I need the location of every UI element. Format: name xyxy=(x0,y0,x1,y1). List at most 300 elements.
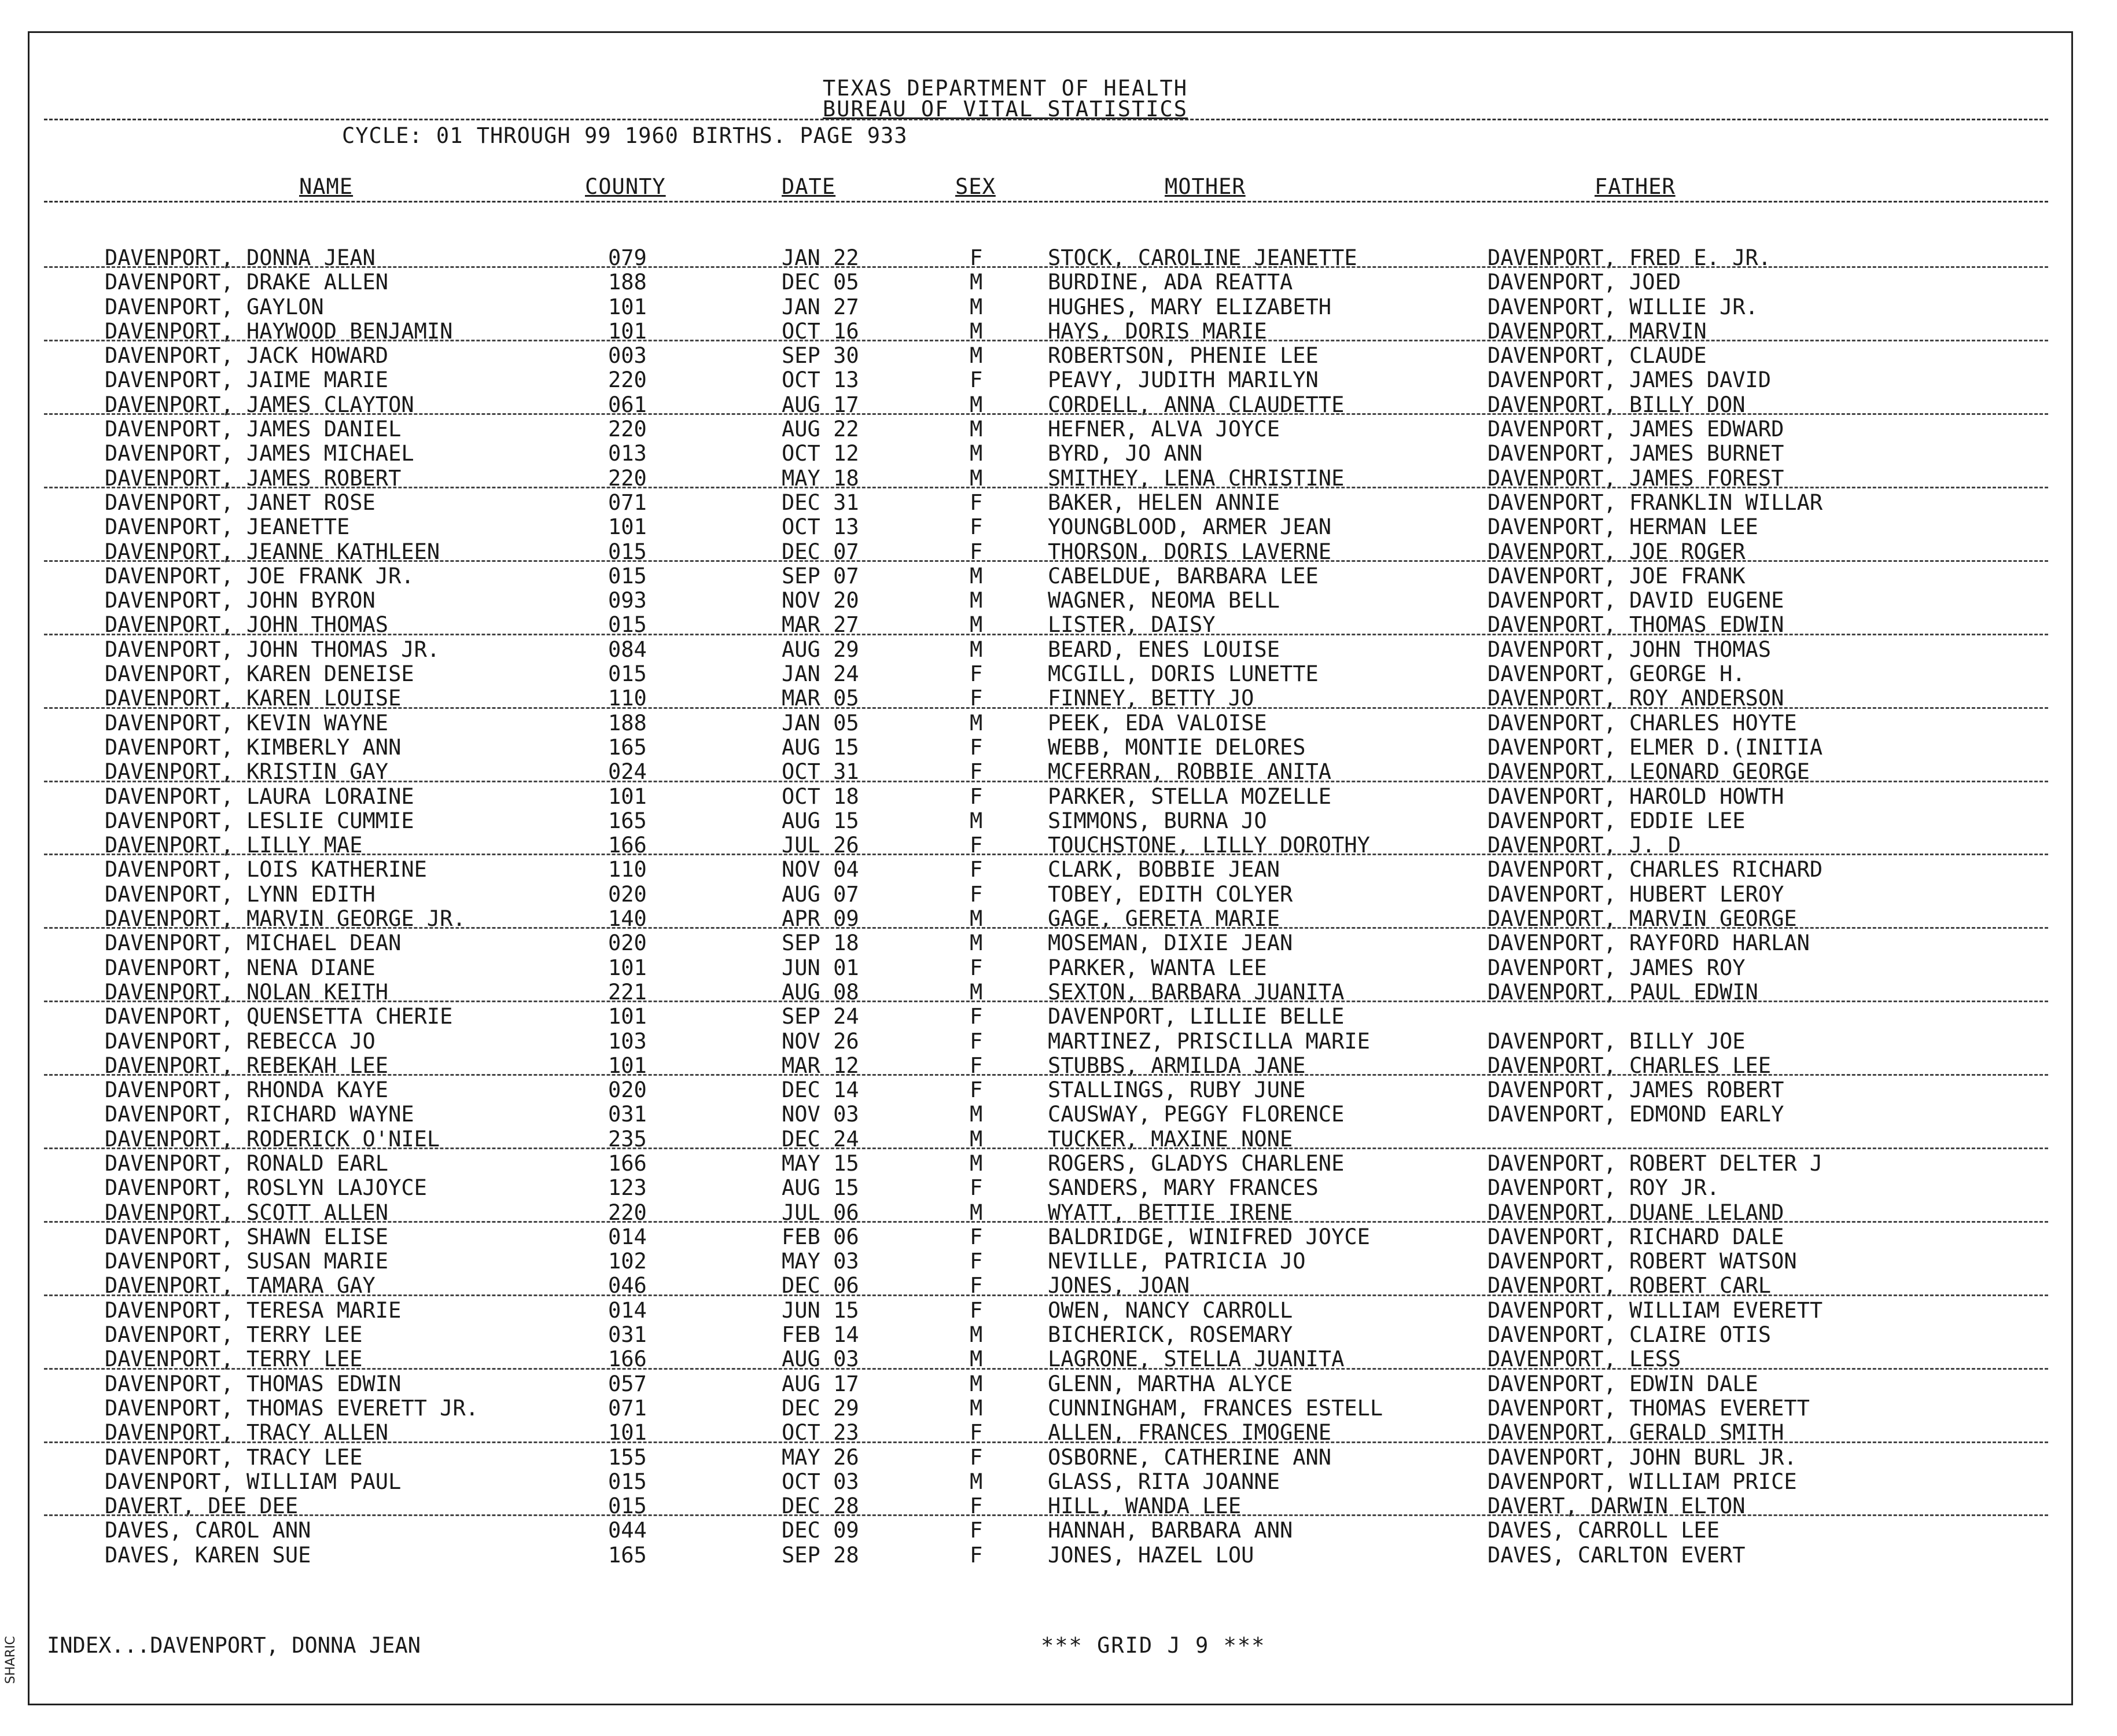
cell-name: DAVENPORT, LESLIE CUMMIE xyxy=(105,808,414,833)
cell-name: DAVENPORT, TRACY LEE xyxy=(105,1444,363,1470)
cell-sex: M xyxy=(970,1395,983,1421)
cell-county: 014 xyxy=(608,1297,647,1323)
cell-sex: M xyxy=(970,979,983,1005)
cell-name: DAVENPORT, JAMES DANIEL xyxy=(105,417,402,442)
cell-county: 155 xyxy=(608,1444,647,1470)
cell-father: DAVENPORT, FRED E. JR. xyxy=(1488,245,1772,270)
cell-sex: F xyxy=(970,759,983,785)
cell-sex: F xyxy=(970,1028,983,1054)
cell-county: 020 xyxy=(608,881,647,907)
table-row xyxy=(30,368,2071,392)
cell-sex: F xyxy=(970,367,983,393)
cell-county: 110 xyxy=(608,857,647,882)
cell-name: DAVENPORT, LYNN EDITH xyxy=(105,881,375,907)
cell-name: DAVENPORT, JOHN BYRON xyxy=(105,588,375,613)
cell-date: JAN 24 xyxy=(782,661,859,687)
cell-county: 165 xyxy=(608,734,647,760)
table-row xyxy=(30,1396,2071,1421)
cell-date: SEP 07 xyxy=(782,563,859,589)
cell-name: DAVENPORT, REBEKAH LEE xyxy=(105,1053,389,1078)
cell-county: 101 xyxy=(608,955,647,980)
table-row xyxy=(30,833,2071,858)
cell-name: DAVENPORT, JEANETTE xyxy=(105,514,350,540)
cell-county: 123 xyxy=(608,1175,647,1201)
cell-county: 015 xyxy=(608,539,647,564)
cell-county: 103 xyxy=(608,1028,647,1054)
cell-name: DAVERT, DEE DEE xyxy=(105,1494,299,1519)
cell-father: DAVENPORT, MARVIN GEORGE xyxy=(1488,906,1797,932)
table-row xyxy=(30,931,2071,955)
cell-father: DAVENPORT, ELMER D.(INITIA xyxy=(1488,734,1823,760)
cell-name: DAVENPORT, JAMES CLAYTON xyxy=(105,392,414,417)
cell-sex: M xyxy=(970,906,983,932)
table-row xyxy=(30,589,2071,613)
cell-sex: M xyxy=(970,1347,983,1372)
cycle-line: CYCLE: 01 THROUGH 99 1960 BIRTHS. PAGE 933 xyxy=(342,123,908,148)
cell-sex: M xyxy=(970,930,983,956)
cell-date: JUN 01 xyxy=(782,955,859,980)
table-row xyxy=(30,344,2071,368)
table-row xyxy=(30,270,2071,295)
cell-date: OCT 13 xyxy=(782,367,859,393)
cell-name: DAVENPORT, QUENSETTA CHERIE xyxy=(105,1004,453,1029)
cell-mother: STOCK, CAROLINE JEANETTE xyxy=(1048,245,1357,270)
cell-mother: NEVILLE, PATRICIA JO xyxy=(1048,1249,1306,1274)
cell-mother: GLASS, RITA JOANNE xyxy=(1048,1469,1280,1494)
cell-sex: M xyxy=(970,270,983,295)
column-header-mother: MOTHER xyxy=(1165,174,1246,199)
cell-county: 220 xyxy=(608,1200,647,1225)
cell-county: 166 xyxy=(608,833,647,858)
cell-name: DAVENPORT, JANET ROSE xyxy=(105,490,375,515)
cell-sex: F xyxy=(970,514,983,540)
cell-father: DAVENPORT, WILLIAM PRICE xyxy=(1488,1469,1797,1494)
cell-sex: F xyxy=(970,857,983,882)
cell-name: DAVENPORT, THOMAS EVERETT JR. xyxy=(105,1395,479,1421)
cell-date: DEC 14 xyxy=(782,1077,859,1103)
cell-date: AUG 22 xyxy=(782,417,859,442)
header-divider xyxy=(44,119,2048,120)
cell-county: 057 xyxy=(608,1371,647,1396)
cell-mother: ROBERTSON, PHENIE LEE xyxy=(1048,343,1319,369)
cell-sex: F xyxy=(970,490,983,515)
cell-father: DAVENPORT, THOMAS EVERETT xyxy=(1488,1395,1810,1421)
cell-date: JUL 26 xyxy=(782,833,859,858)
cell-county: 220 xyxy=(608,417,647,442)
cell-father: DAVENPORT, HAROLD HOWTH xyxy=(1488,784,1784,809)
cell-father: DAVENPORT, ROY JR. xyxy=(1488,1175,1720,1201)
cell-name: DAVENPORT, DONNA JEAN xyxy=(105,245,375,270)
cell-mother: HUGHES, MARY ELIZABETH xyxy=(1048,294,1332,319)
cell-name: DAVENPORT, JEANNE KATHLEEN xyxy=(105,539,440,564)
table-row xyxy=(30,785,2071,809)
table-row xyxy=(30,295,2071,319)
cell-county: 079 xyxy=(608,245,647,270)
cell-sex: M xyxy=(970,1322,983,1348)
cell-date: OCT 03 xyxy=(782,1469,859,1494)
cell-mother: GAGE, GERETA MARIE xyxy=(1048,906,1280,932)
cell-county: 046 xyxy=(608,1273,647,1299)
cell-name: DAVENPORT, JAIME MARIE xyxy=(105,367,389,393)
cell-date: AUG 15 xyxy=(782,1175,859,1201)
cell-father: DAVENPORT, JAMES ROBERT xyxy=(1488,1077,1784,1103)
cell-name: DAVENPORT, GAYLON xyxy=(105,294,324,319)
table-row xyxy=(30,319,2071,344)
table-row xyxy=(30,564,2071,589)
cell-mother: LAGRONE, STELLA JUANITA xyxy=(1048,1347,1345,1372)
cell-sex: M xyxy=(970,637,983,662)
cell-county: 024 xyxy=(608,759,647,785)
table-row xyxy=(30,1372,2071,1396)
cell-father: DAVENPORT, BILLY JOE xyxy=(1488,1028,1746,1054)
cell-father: DAVENPORT, THOMAS EDWIN xyxy=(1488,612,1784,638)
cell-name: DAVENPORT, SCOTT ALLEN xyxy=(105,1200,389,1225)
cell-county: 188 xyxy=(608,270,647,295)
cell-mother: JONES, HAZEL LOU xyxy=(1048,1542,1254,1568)
table-row xyxy=(30,1102,2071,1127)
cell-date: NOV 03 xyxy=(782,1102,859,1127)
cell-date: NOV 20 xyxy=(782,588,859,613)
table-row xyxy=(30,638,2071,662)
cell-date: FEB 06 xyxy=(782,1224,859,1249)
column-header-name: NAME xyxy=(299,174,354,199)
cell-father: DAVENPORT, GERALD SMITH xyxy=(1488,1420,1784,1446)
cell-sex: F xyxy=(970,539,983,564)
cell-sex: M xyxy=(970,1126,983,1152)
cell-name: DAVES, CAROL ANN xyxy=(105,1518,311,1543)
table-row xyxy=(30,491,2071,515)
cell-date: DEC 28 xyxy=(782,1494,859,1519)
cell-sex: M xyxy=(970,465,983,491)
cell-mother: DAVENPORT, LILLIE BELLE xyxy=(1048,1004,1345,1029)
cell-name: DAVENPORT, WILLIAM PAUL xyxy=(105,1469,402,1494)
cell-mother: CAUSWAY, PEGGY FLORENCE xyxy=(1048,1102,1345,1127)
cell-name: DAVENPORT, RICHARD WAYNE xyxy=(105,1102,414,1127)
cell-county: 015 xyxy=(608,563,647,589)
table-row xyxy=(30,1005,2071,1029)
cell-county: 093 xyxy=(608,588,647,613)
cell-date: MAY 26 xyxy=(782,1444,859,1470)
table-row xyxy=(30,1518,2071,1543)
cell-county: 220 xyxy=(608,367,647,393)
cell-father: DAVENPORT, JAMES ROY xyxy=(1488,955,1746,980)
cell-name: DAVENPORT, MICHAEL DEAN xyxy=(105,930,402,956)
table-row xyxy=(30,1029,2071,1054)
cell-mother: BALDRIDGE, WINIFRED JOYCE xyxy=(1048,1224,1370,1249)
cell-sex: F xyxy=(970,1077,983,1103)
table-row xyxy=(30,809,2071,833)
cell-father: DAVENPORT, JOE FRANK xyxy=(1488,563,1746,589)
cell-father: DAVENPORT, J. D xyxy=(1488,833,1681,858)
cell-sex: F xyxy=(970,784,983,809)
cell-mother: SEXTON, BARBARA JUANITA xyxy=(1048,979,1345,1005)
cell-mother: BEARD, ENES LOUISE xyxy=(1048,637,1280,662)
cell-name: DAVENPORT, MARVIN GEORGE JR. xyxy=(105,906,466,932)
cell-father: DAVENPORT, LEONARD GEORGE xyxy=(1488,759,1810,785)
cell-name: DAVENPORT, TERESA MARIE xyxy=(105,1297,402,1323)
cell-name: DAVENPORT, JOHN THOMAS xyxy=(105,612,389,638)
cell-county: 110 xyxy=(608,686,647,711)
cell-sex: F xyxy=(970,1249,983,1274)
cell-date: MAY 18 xyxy=(782,465,859,491)
cell-mother: SANDERS, MARY FRANCES xyxy=(1048,1175,1319,1201)
table-row xyxy=(30,711,2071,735)
table-row xyxy=(30,1225,2071,1249)
table-row xyxy=(30,1470,2071,1494)
cell-county: 015 xyxy=(608,612,647,638)
cell-name: DAVENPORT, LOIS KATHERINE xyxy=(105,857,427,882)
cell-name: DAVENPORT, JOE FRANK JR. xyxy=(105,563,414,589)
cell-father: DAVENPORT, PAUL EDWIN xyxy=(1488,979,1758,1005)
cell-date: DEC 24 xyxy=(782,1126,859,1152)
cell-name: DAVENPORT, THOMAS EDWIN xyxy=(105,1371,402,1396)
cell-mother: BURDINE, ADA REATTA xyxy=(1048,270,1293,295)
cell-father: DAVENPORT, CLAUDE xyxy=(1488,343,1707,369)
cell-county: 014 xyxy=(608,1224,647,1249)
grid-label: *** GRID J 9 *** xyxy=(1041,1633,1266,1658)
column-header-sex: SEX xyxy=(955,174,996,199)
cell-father: DAVENPORT, FRANKLIN WILLAR xyxy=(1488,490,1823,515)
cell-county: 015 xyxy=(608,661,647,687)
cell-father: DAVENPORT, EDMOND EARLY xyxy=(1488,1102,1784,1127)
table-row xyxy=(30,907,2071,931)
cell-county: 101 xyxy=(608,1420,647,1446)
cell-date: APR 09 xyxy=(782,906,859,932)
side-label: SHARIC xyxy=(3,1636,18,1684)
table-row xyxy=(30,956,2071,980)
cell-date: MAR 12 xyxy=(782,1053,859,1078)
cell-date: MAY 15 xyxy=(782,1150,859,1176)
cell-date: OCT 18 xyxy=(782,784,859,809)
cell-date: SEP 18 xyxy=(782,930,859,956)
cell-date: OCT 16 xyxy=(782,318,859,344)
table-row xyxy=(30,1054,2071,1078)
cell-name: DAVENPORT, JAMES MICHAEL xyxy=(105,441,414,466)
cell-name: DAVENPORT, NENA DIANE xyxy=(105,955,375,980)
table-row xyxy=(30,1152,2071,1176)
table-row xyxy=(30,686,2071,711)
table-row xyxy=(30,1446,2071,1470)
cell-name: DAVENPORT, TAMARA GAY xyxy=(105,1273,375,1299)
cell-date: JUL 06 xyxy=(782,1200,859,1225)
cell-date: OCT 12 xyxy=(782,441,859,466)
column-header-county: COUNTY xyxy=(585,174,666,199)
cell-name: DAVENPORT, JOHN THOMAS JR. xyxy=(105,637,440,662)
cell-name: DAVENPORT, KAREN LOUISE xyxy=(105,686,402,711)
cell-mother: WAGNER, NEOMA BELL xyxy=(1048,588,1280,613)
cell-name: DAVENPORT, SUSAN MARIE xyxy=(105,1249,389,1274)
cell-father: DAVENPORT, EDDIE LEE xyxy=(1488,808,1746,833)
cell-father: DAVES, CARROLL LEE xyxy=(1488,1518,1720,1543)
cell-date: AUG 29 xyxy=(782,637,859,662)
cell-mother: PARKER, STELLA MOZELLE xyxy=(1048,784,1332,809)
cell-sex: M xyxy=(970,612,983,638)
cell-father: DAVENPORT, MARVIN xyxy=(1488,318,1707,344)
birth-records-table xyxy=(30,246,2071,1568)
cell-sex: M xyxy=(970,710,983,735)
cell-sex: M xyxy=(970,392,983,417)
cell-county: 166 xyxy=(608,1150,647,1176)
cell-county: 020 xyxy=(608,930,647,956)
cell-mother: THORSON, DORIS LAVERNE xyxy=(1048,539,1332,564)
table-row xyxy=(30,1421,2071,1445)
table-row xyxy=(30,417,2071,442)
cell-sex: F xyxy=(970,1224,983,1249)
table-row xyxy=(30,735,2071,760)
cell-name: DAVENPORT, REBECCA JO xyxy=(105,1028,375,1054)
cell-father: DAVENPORT, JAMES EDWARD xyxy=(1488,417,1784,442)
cell-mother: TOBEY, EDITH COLYER xyxy=(1048,881,1293,907)
column-header-divider xyxy=(44,201,2048,203)
cell-sex: F xyxy=(970,833,983,858)
bureau-title: BUREAU OF VITAL STATISTICS xyxy=(822,97,1188,122)
cell-date: AUG 17 xyxy=(782,1371,859,1396)
cell-name: DAVENPORT, KEVIN WAYNE xyxy=(105,710,389,735)
cell-sex: F xyxy=(970,1053,983,1078)
cell-mother: CABELDUE, BARBARA LEE xyxy=(1048,563,1319,589)
cell-mother: HEFNER, ALVA JOYCE xyxy=(1048,417,1280,442)
table-row xyxy=(30,858,2071,882)
table-row xyxy=(30,1176,2071,1200)
cell-county: 031 xyxy=(608,1102,647,1127)
cell-sex: M xyxy=(970,1102,983,1127)
cell-county: 235 xyxy=(608,1126,647,1152)
cell-county: 102 xyxy=(608,1249,647,1274)
cell-father: DAVENPORT, ROBERT CARL xyxy=(1488,1273,1772,1299)
cell-name: DAVENPORT, JAMES ROBERT xyxy=(105,465,402,491)
cell-county: 101 xyxy=(608,1004,647,1029)
cell-mother: TOUCHSTONE, LILLY DOROTHY xyxy=(1048,833,1370,858)
cell-father: DAVENPORT, WILLIE JR. xyxy=(1488,294,1758,319)
cell-date: DEC 06 xyxy=(782,1273,859,1299)
table-row xyxy=(30,662,2071,686)
cell-mother: BICHERICK, ROSEMARY xyxy=(1048,1322,1293,1348)
cell-mother: HAYS, DORIS MARIE xyxy=(1048,318,1267,344)
table-row xyxy=(30,393,2071,417)
cell-mother: PEAVY, JUDITH MARILYN xyxy=(1048,367,1319,393)
cell-date: DEC 05 xyxy=(782,270,859,295)
cell-sex: F xyxy=(970,1297,983,1323)
cell-mother: WYATT, BETTIE IRENE xyxy=(1048,1200,1293,1225)
cell-county: 188 xyxy=(608,710,647,735)
cell-name: DAVENPORT, DRAKE ALLEN xyxy=(105,270,389,295)
cell-sex: F xyxy=(970,1542,983,1568)
cell-father: DAVENPORT, JOHN BURL JR. xyxy=(1488,1444,1797,1470)
cell-mother: ALLEN, FRANCES IMOGENE xyxy=(1048,1420,1332,1446)
cell-date: DEC 31 xyxy=(782,490,859,515)
table-row xyxy=(30,882,2071,907)
table-row xyxy=(30,1249,2071,1274)
cell-county: 220 xyxy=(608,465,647,491)
cell-mother: BYRD, JO ANN xyxy=(1048,441,1203,466)
cell-sex: M xyxy=(970,417,983,442)
cell-sex: F xyxy=(970,1518,983,1543)
cell-date: OCT 23 xyxy=(782,1420,859,1446)
cell-name: DAVENPORT, TERRY LEE xyxy=(105,1347,363,1372)
cell-mother: LISTER, DAISY xyxy=(1048,612,1216,638)
cell-mother: PARKER, WANTA LEE xyxy=(1048,955,1267,980)
cell-mother: HANNAH, BARBARA ANN xyxy=(1048,1518,1293,1543)
cell-name: DAVENPORT, JACK HOWARD xyxy=(105,343,389,369)
cell-father: DAVENPORT, ROBERT WATSON xyxy=(1488,1249,1797,1274)
cell-mother: HILL, WANDA LEE xyxy=(1048,1494,1242,1519)
cell-date: AUG 03 xyxy=(782,1347,859,1372)
cell-father: DAVENPORT, DUANE LELAND xyxy=(1488,1200,1784,1225)
cell-date: SEP 24 xyxy=(782,1004,859,1029)
cell-mother: STALLINGS, RUBY JUNE xyxy=(1048,1077,1306,1103)
cell-sex: M xyxy=(970,563,983,589)
cell-father: DAVENPORT, JOED xyxy=(1488,270,1681,295)
cell-county: 101 xyxy=(608,294,647,319)
cell-date: MAR 05 xyxy=(782,686,859,711)
cell-name: DAVENPORT, TERRY LEE xyxy=(105,1322,363,1348)
cell-name: DAVES, KAREN SUE xyxy=(105,1542,311,1568)
cell-father: DAVENPORT, JAMES FOREST xyxy=(1488,465,1784,491)
cell-sex: F xyxy=(970,1444,983,1470)
cell-date: JAN 05 xyxy=(782,710,859,735)
cell-sex: M xyxy=(970,294,983,319)
cell-sex: F xyxy=(970,734,983,760)
cell-date: MAR 27 xyxy=(782,612,859,638)
cell-mother: CORDELL, ANNA CLAUDETTE xyxy=(1048,392,1345,417)
cell-name: DAVENPORT, KRISTIN GAY xyxy=(105,759,389,785)
table-row xyxy=(30,466,2071,491)
cell-name: DAVENPORT, HAYWOOD BENJAMIN xyxy=(105,318,453,344)
cell-sex: F xyxy=(970,245,983,270)
table-row xyxy=(30,1127,2071,1152)
cell-father: DAVENPORT, JAMES BURNET xyxy=(1488,441,1784,466)
department-title: TEXAS DEPARTMENT OF HEALTH xyxy=(822,76,1188,101)
cell-mother: GLENN, MARTHA ALYCE xyxy=(1048,1371,1293,1396)
cell-mother: CUNNINGHAM, FRANCES ESTELL xyxy=(1048,1395,1383,1421)
cell-county: 020 xyxy=(608,1077,647,1103)
table-row xyxy=(30,1078,2071,1102)
cell-date: JAN 22 xyxy=(782,245,859,270)
table-row xyxy=(30,515,2071,539)
cell-father: DAVENPORT, WILLIAM EVERETT xyxy=(1488,1297,1823,1323)
cell-mother: PEEK, EDA VALOISE xyxy=(1048,710,1267,735)
cell-father: DAVES, CARLTON EVERT xyxy=(1488,1542,1746,1568)
cell-mother: CLARK, BOBBIE JEAN xyxy=(1048,857,1280,882)
cell-name: DAVENPORT, LILLY MAE xyxy=(105,833,363,858)
cell-father: DAVENPORT, CLAIRE OTIS xyxy=(1488,1322,1772,1348)
cell-date: AUG 07 xyxy=(782,881,859,907)
cell-county: 101 xyxy=(608,784,647,809)
cell-name: DAVENPORT, LAURA LORAINE xyxy=(105,784,414,809)
cell-sex: M xyxy=(970,808,983,833)
cell-county: 071 xyxy=(608,1395,647,1421)
cell-county: 015 xyxy=(608,1469,647,1494)
cell-sex: M xyxy=(970,318,983,344)
table-row xyxy=(30,1347,2071,1371)
table-row xyxy=(30,1299,2071,1323)
cell-sex: F xyxy=(970,881,983,907)
cell-county: 140 xyxy=(608,906,647,932)
table-row xyxy=(30,246,2071,270)
cell-name: DAVENPORT, RONALD EARL xyxy=(105,1150,389,1176)
cell-sex: M xyxy=(970,1200,983,1225)
cell-father: DAVENPORT, JOHN THOMAS xyxy=(1488,637,1772,662)
cell-name: DAVENPORT, ROSLYN LAJOYCE xyxy=(105,1175,427,1201)
cell-father: DAVENPORT, GEORGE H. xyxy=(1488,661,1746,687)
cell-father: DAVENPORT, DAVID EUGENE xyxy=(1488,588,1784,613)
table-row xyxy=(30,540,2071,564)
table-row xyxy=(30,442,2071,466)
cell-sex: F xyxy=(970,1273,983,1299)
cell-father: DAVENPORT, JAMES DAVID xyxy=(1488,367,1772,393)
cell-father: DAVENPORT, CHARLES HOYTE xyxy=(1488,710,1797,735)
column-header-date: DATE xyxy=(782,174,836,199)
